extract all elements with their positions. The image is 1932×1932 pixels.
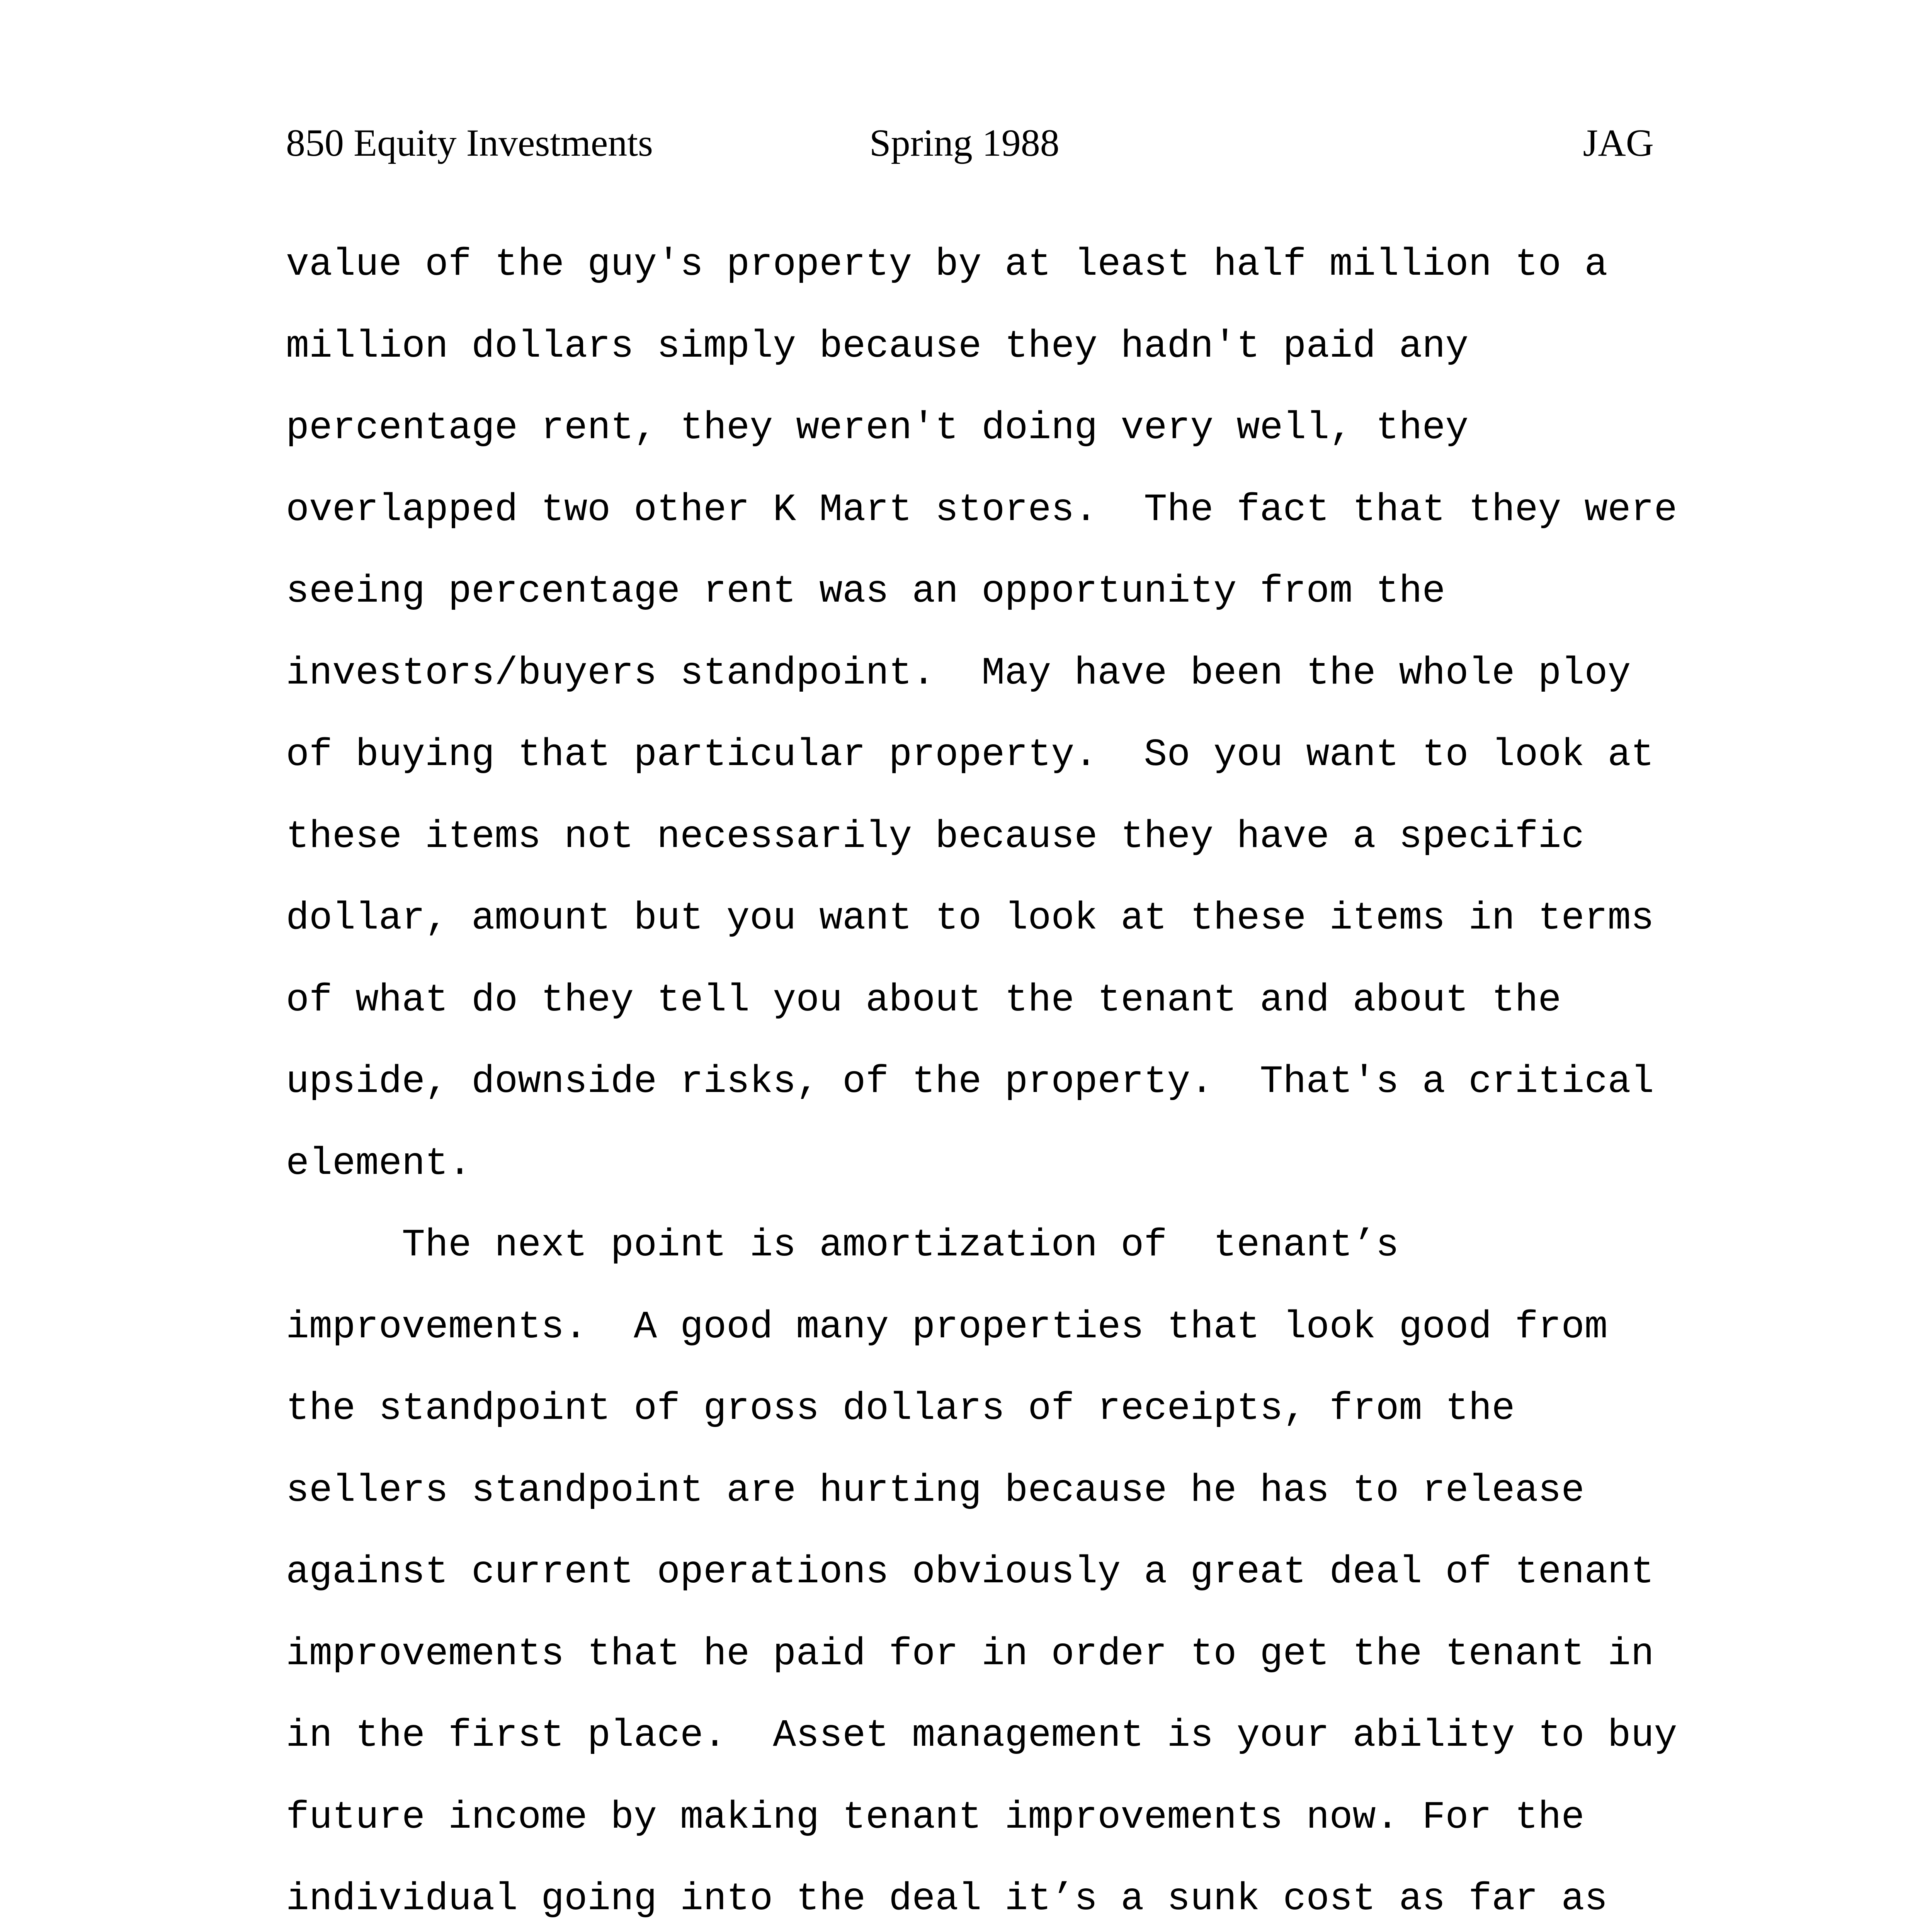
text-line: overlapped two other K Mart stores. The fact that they were (286, 488, 1677, 532)
text-line: dollar, amount but you want to look at these items in terms (286, 897, 1654, 940)
text-line: future income by making tenant improvements now. For the (286, 1796, 1585, 1840)
text-line: of buying that particular property. So you want to look at (286, 733, 1654, 777)
header-course: 850 Equity Investments (286, 121, 653, 164)
text-line: seeing percentage rent was an opportunity from the (286, 570, 1446, 614)
text-line: the standpoint of gross dollars of receipts, from the (286, 1387, 1515, 1431)
text-line: percentage rent, they weren't doing very well, they (286, 406, 1469, 450)
text-line: value of the guy's property by at least half million to a (286, 243, 1608, 287)
header-initials: JAG (1583, 121, 1654, 164)
header-term: Spring 1988 (869, 121, 1060, 164)
text-line: The next point is amortization of tenant’s (286, 1224, 1399, 1267)
text-line: improvements. A good many properties that look good from (286, 1305, 1608, 1349)
text-line: these items not necessarily because they have a specific (286, 815, 1585, 859)
text-line: of what do they tell you about the tenant and about the (286, 978, 1561, 1022)
text-line: investors/buyers standpoint. May have been the whole ploy (286, 651, 1631, 696)
text-line: in the first place. Asset management is your ability to buy (286, 1714, 1677, 1758)
text-line: against current operations obviously a great deal of tenant (286, 1551, 1654, 1594)
text-line: sellers standpoint are hurting because he has to release (286, 1469, 1585, 1513)
text-line: element. (286, 1142, 472, 1186)
text-line: upside, downside risks, of the property. That's a critical (286, 1060, 1654, 1104)
page-header (286, 116, 1654, 170)
text-line: improvements that he paid for in order to get the tenant in (286, 1632, 1654, 1676)
text-line: individual going into the deal it’s a sunk cost as far as (286, 1878, 1608, 1921)
text-line: million dollars simply because they hadn't paid any (286, 325, 1469, 369)
transcript-body (286, 224, 1716, 1932)
